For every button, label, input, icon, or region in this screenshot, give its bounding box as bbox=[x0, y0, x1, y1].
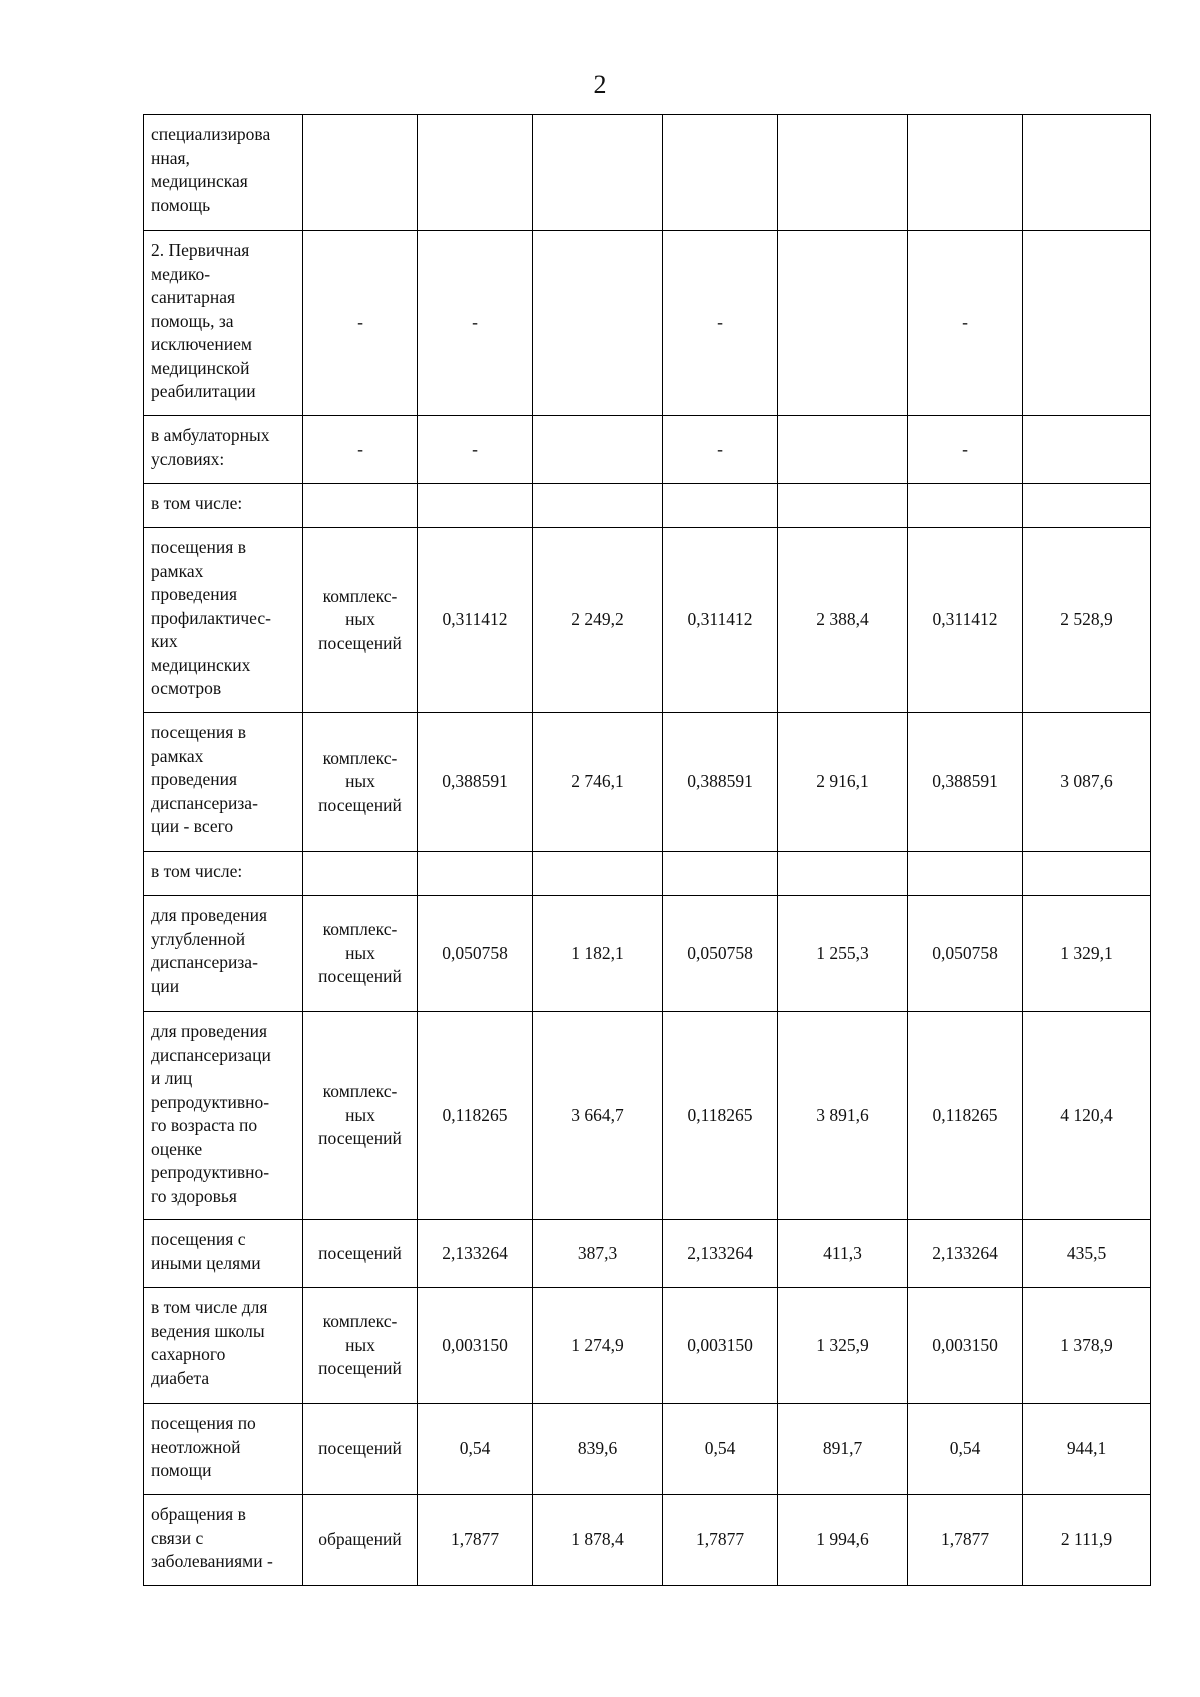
norm-value-cell: 0,003150 bbox=[663, 1288, 778, 1404]
cost-value-cell: 1 255,3 bbox=[778, 896, 908, 1012]
cost-value-cell: 3 087,6 bbox=[1023, 713, 1151, 852]
page-number: 2 bbox=[593, 70, 607, 99]
unit-cell bbox=[303, 852, 418, 896]
row-label: в том числе: bbox=[144, 852, 303, 896]
cost-value-cell bbox=[778, 115, 908, 231]
cost-value-cell bbox=[778, 231, 908, 416]
unit-cell: комплекс- ных посещений bbox=[303, 528, 418, 713]
unit-cell: посещений bbox=[303, 1404, 418, 1495]
unit-cell: обращений bbox=[303, 1495, 418, 1586]
table-row bbox=[144, 115, 1151, 231]
table-row bbox=[144, 896, 1151, 1012]
norm-value-cell: 0,54 bbox=[908, 1404, 1023, 1495]
norm-value-cell: 0,54 bbox=[418, 1404, 533, 1495]
norm-value-cell: 0,311412 bbox=[908, 528, 1023, 713]
cost-value-cell bbox=[1023, 484, 1151, 528]
norm-value-cell: - bbox=[418, 231, 533, 416]
cost-value-cell: 2 746,1 bbox=[533, 713, 663, 852]
norm-value-cell: 0,54 bbox=[663, 1404, 778, 1495]
cost-value-cell: 1 274,9 bbox=[533, 1288, 663, 1404]
cost-value-cell bbox=[778, 484, 908, 528]
cost-value-cell bbox=[778, 852, 908, 896]
norm-value-cell: - bbox=[663, 416, 778, 484]
norm-value-cell: 2,133264 bbox=[663, 1220, 778, 1288]
norm-value-cell: 0,050758 bbox=[663, 896, 778, 1012]
norm-value-cell: 2,133264 bbox=[418, 1220, 533, 1288]
norm-value-cell bbox=[663, 115, 778, 231]
unit-cell bbox=[303, 484, 418, 528]
cost-value-cell bbox=[533, 416, 663, 484]
cost-value-cell bbox=[533, 852, 663, 896]
row-label: для проведения углубленной диспансериза- ции bbox=[144, 896, 303, 1012]
norm-value-cell: 0,388591 bbox=[908, 713, 1023, 852]
row-label: в том числе: bbox=[144, 484, 303, 528]
cost-value-cell bbox=[533, 484, 663, 528]
row-label: в том числе для ведения школы сахарного диабета bbox=[144, 1288, 303, 1404]
norm-value-cell bbox=[908, 115, 1023, 231]
norm-value-cell bbox=[418, 852, 533, 896]
norm-value-cell bbox=[663, 852, 778, 896]
unit-cell: комплекс- ных посещений bbox=[303, 1288, 418, 1404]
table-row bbox=[144, 1288, 1151, 1404]
table-row bbox=[144, 1220, 1151, 1288]
norm-value-cell: 0,050758 bbox=[418, 896, 533, 1012]
norm-value-cell: 0,003150 bbox=[908, 1288, 1023, 1404]
cost-value-cell: 387,3 bbox=[533, 1220, 663, 1288]
unit-cell bbox=[303, 115, 418, 231]
cost-value-cell: 2 916,1 bbox=[778, 713, 908, 852]
norm-value-cell: 2,133264 bbox=[908, 1220, 1023, 1288]
norm-value-cell: 0,118265 bbox=[663, 1012, 778, 1220]
norm-value-cell: 0,118265 bbox=[908, 1012, 1023, 1220]
norm-value-cell: 0,311412 bbox=[663, 528, 778, 713]
unit-cell: - bbox=[303, 231, 418, 416]
norm-value-cell: 0,003150 bbox=[418, 1288, 533, 1404]
norm-value-cell bbox=[418, 484, 533, 528]
cost-value-cell bbox=[1023, 416, 1151, 484]
cost-value-cell: 1 378,9 bbox=[1023, 1288, 1151, 1404]
row-label: обращения в связи с заболеваниями - bbox=[144, 1495, 303, 1586]
unit-cell: комплекс- ных посещений bbox=[303, 896, 418, 1012]
row-label: специализирова нная, медицинская помощь bbox=[144, 115, 303, 231]
row-label: посещения в рамках проведения профилактичес- ких медицинских осмотров bbox=[144, 528, 303, 713]
row-label: в амбулаторных условиях: bbox=[144, 416, 303, 484]
norm-value-cell: 0,311412 bbox=[418, 528, 533, 713]
row-label: посещения по неотложной помощи bbox=[144, 1404, 303, 1495]
unit-cell: комплекс- ных посещений bbox=[303, 1012, 418, 1220]
table-row bbox=[144, 1495, 1151, 1586]
cost-value-cell bbox=[1023, 852, 1151, 896]
cost-value-cell: 4 120,4 bbox=[1023, 1012, 1151, 1220]
cost-value-cell: 944,1 bbox=[1023, 1404, 1151, 1495]
norm-value-cell: - bbox=[418, 416, 533, 484]
cost-value-cell: 2 111,9 bbox=[1023, 1495, 1151, 1586]
tariff-table bbox=[143, 114, 1151, 1586]
norm-value-cell: 0,388591 bbox=[418, 713, 533, 852]
cost-value-cell: 435,5 bbox=[1023, 1220, 1151, 1288]
cost-value-cell: 2 249,2 bbox=[533, 528, 663, 713]
norm-value-cell: 1,7877 bbox=[663, 1495, 778, 1586]
row-label: для проведения диспансеризаци и лиц репродуктивно- го возраста по оценке репродуктивно- го здоровья bbox=[144, 1012, 303, 1220]
norm-value-cell: 0,388591 bbox=[663, 713, 778, 852]
row-label: посещения в рамках проведения диспансериза- ции - всего bbox=[144, 713, 303, 852]
table-row bbox=[144, 231, 1151, 416]
cost-value-cell: 3 891,6 bbox=[778, 1012, 908, 1220]
norm-value-cell: - bbox=[663, 231, 778, 416]
cost-value-cell: 2 528,9 bbox=[1023, 528, 1151, 713]
cost-value-cell bbox=[533, 231, 663, 416]
cost-value-cell: 1 994,6 bbox=[778, 1495, 908, 1586]
table-row bbox=[144, 1404, 1151, 1495]
cost-value-cell bbox=[778, 416, 908, 484]
cost-value-cell: 3 664,7 bbox=[533, 1012, 663, 1220]
cost-value-cell bbox=[1023, 231, 1151, 416]
table-row bbox=[144, 852, 1151, 896]
cost-value-cell: 1 182,1 bbox=[533, 896, 663, 1012]
cost-value-cell: 411,3 bbox=[778, 1220, 908, 1288]
norm-value-cell: 0,118265 bbox=[418, 1012, 533, 1220]
unit-cell: посещений bbox=[303, 1220, 418, 1288]
cost-value-cell bbox=[533, 115, 663, 231]
norm-value-cell bbox=[663, 484, 778, 528]
cost-value-cell: 2 388,4 bbox=[778, 528, 908, 713]
norm-value-cell bbox=[908, 484, 1023, 528]
cost-value-cell: 1 325,9 bbox=[778, 1288, 908, 1404]
norm-value-cell: 0,050758 bbox=[908, 896, 1023, 1012]
cost-value-cell: 891,7 bbox=[778, 1404, 908, 1495]
unit-cell: - bbox=[303, 416, 418, 484]
row-label: посещения с иными целями bbox=[144, 1220, 303, 1288]
row-label: 2. Первичная медико- санитарная помощь, за исключением медицинской реабилитации bbox=[144, 231, 303, 416]
table-row bbox=[144, 484, 1151, 528]
norm-value-cell: 1,7877 bbox=[908, 1495, 1023, 1586]
table-row bbox=[144, 416, 1151, 484]
norm-value-cell bbox=[418, 115, 533, 231]
table-row bbox=[144, 1012, 1151, 1220]
norm-value-cell bbox=[908, 852, 1023, 896]
unit-cell: комплекс- ных посещений bbox=[303, 713, 418, 852]
cost-value-cell: 1 878,4 bbox=[533, 1495, 663, 1586]
cost-value-cell: 839,6 bbox=[533, 1404, 663, 1495]
table-row bbox=[144, 528, 1151, 713]
norm-value-cell: - bbox=[908, 416, 1023, 484]
norm-value-cell: 1,7877 bbox=[418, 1495, 533, 1586]
table-row bbox=[144, 713, 1151, 852]
norm-value-cell: - bbox=[908, 231, 1023, 416]
cost-value-cell: 1 329,1 bbox=[1023, 896, 1151, 1012]
cost-value-cell bbox=[1023, 115, 1151, 231]
